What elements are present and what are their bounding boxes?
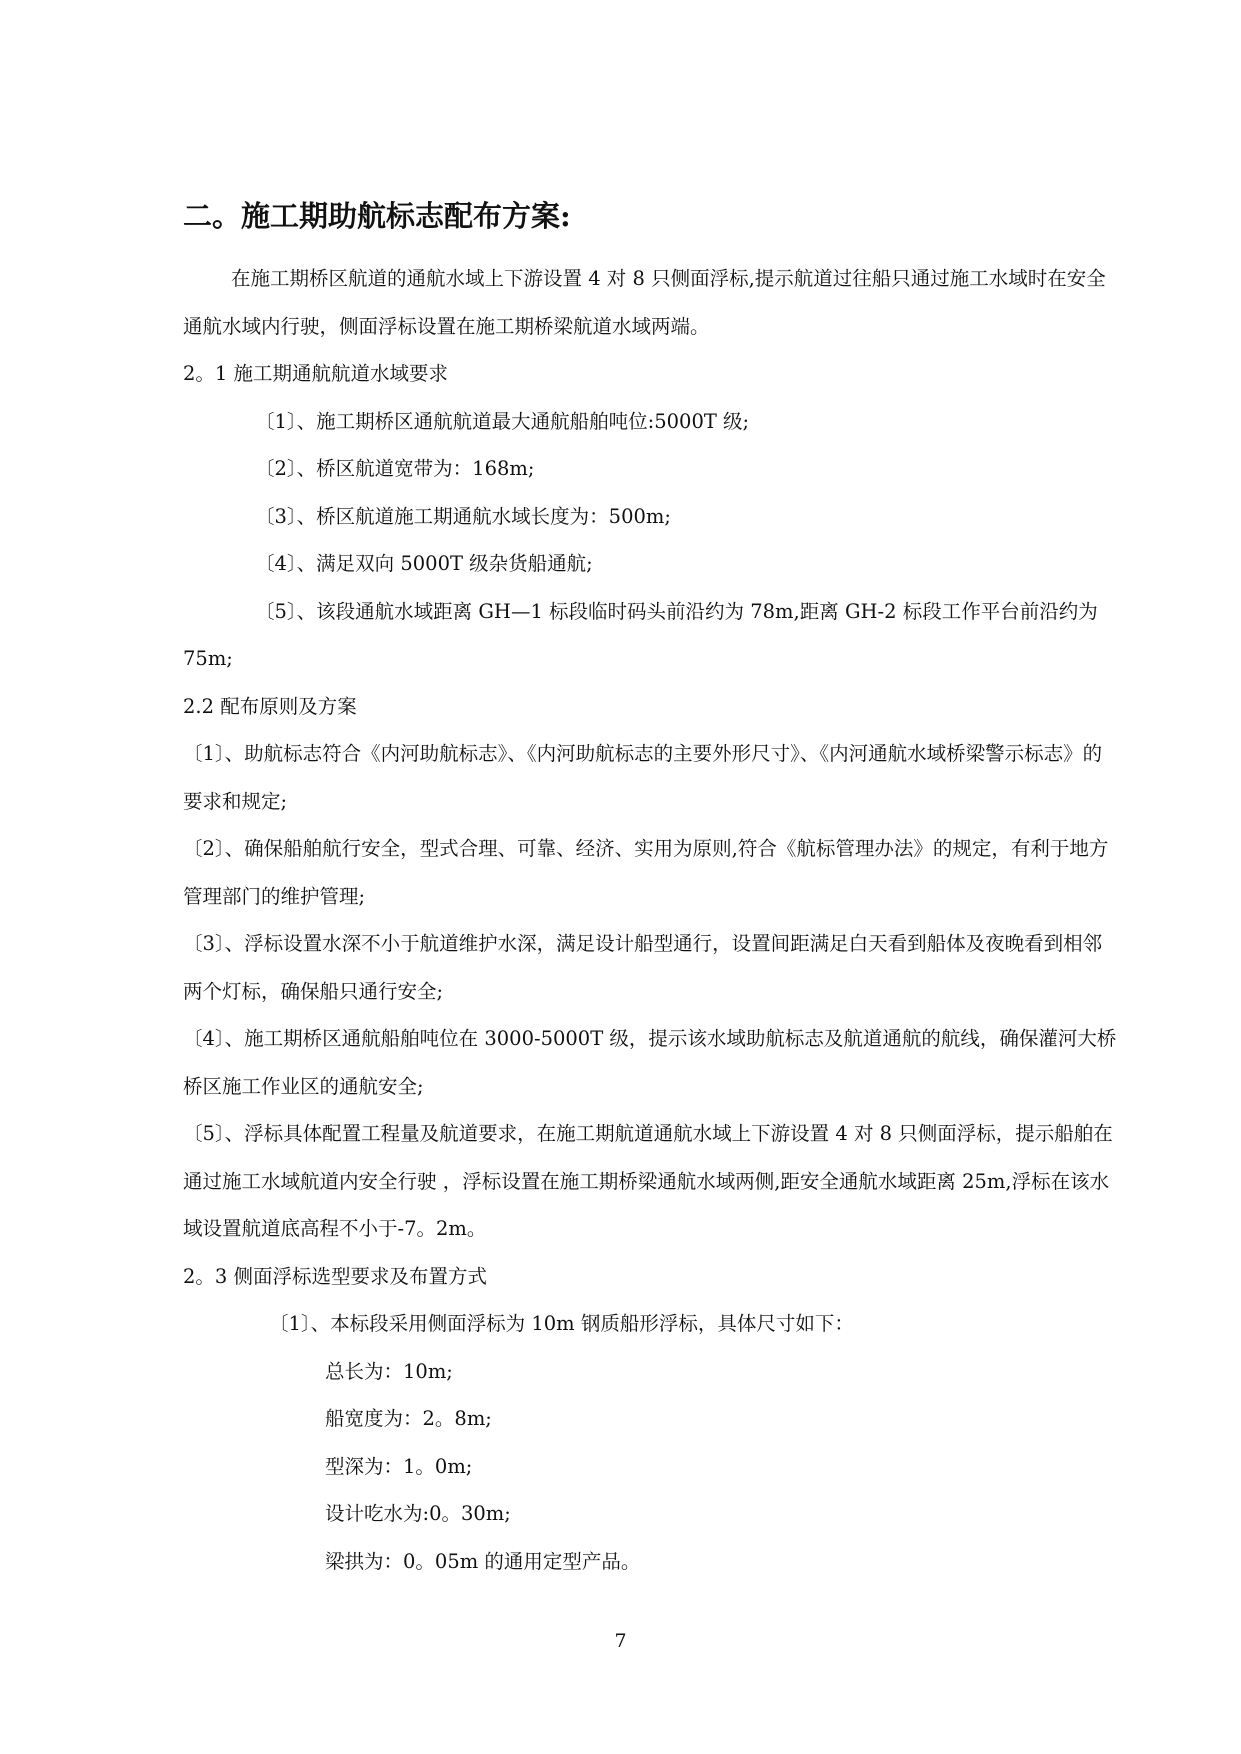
buoy-spec-value: 总长为：10m; [325, 1359, 453, 1383]
principle-item: 〔2〕、确保船舶航行安全，型式合理、可靠、经济、实用为原则,符合《航标管理办法》的规定，有利于地方管理部门的维护管理; [183, 837, 1109, 908]
principle-item: 〔5〕、浮标具体配置工程量及航道要求，在施工期航道通航水域上下游设置 4 对 8 只侧面浮标，提示船舶在通过施工水域航道内安全行驶 ，浮标设置在施工期桥梁通航水域两侧,距安全通航水域距离 25m,浮标在该水域设置航道底高程不小于-7。2m。 [183, 1122, 1113, 1240]
requirement-item: 〔1〕、施工期桥区通航航道最大通航船舶吨位:5000T 级; [255, 409, 750, 433]
buoy-spec-value: 型深为：1。0m; [325, 1454, 473, 1478]
document-body [183, 255, 1118, 1585]
section-2-2-title: 2.2 配布原则及方案 [183, 694, 357, 718]
requirement-item: 〔3〕、桥区航道施工期通航水域长度为：500m; [255, 504, 671, 528]
buoy-spec-value: 梁拱为：0。05m 的通用定型产品。 [325, 1549, 641, 1573]
requirement-item: 〔4〕、满足双向 5000T 级杂货船通航; [255, 552, 593, 575]
requirement-item: 〔2〕、桥区航道宽带为：168m; [255, 457, 535, 480]
intro-paragraph: 在施工期桥区航道的通航水域上下游设置 4 对 8 只侧面浮标,提示航道过往船只通过施工水域时在安全通航水域内行驶，侧面浮标设置在施工期桥梁航道水域两端。 [183, 267, 1106, 338]
principle-item: 〔3〕、浮标设置水深不小于航道维护水深，满足设计船型通行，设置间距满足白天看到船体及夜晚看到相邻两个灯标，确保船只通行安全; [183, 932, 1103, 1003]
buoy-spec-intro: 〔1〕、本标段采用侧面浮标为 10m 钢质船形浮标，具体尺寸如下： [269, 1312, 854, 1335]
principle-item: 〔1〕、助航标志符合《内河助航标志》、《内河助航标志的主要外形尺寸》、《内河通航水域桥梁警示标志》的要求和规定; [183, 742, 1103, 813]
requirement-item: 〔5〕、该段通航水域距离 GH—1 标段临时码头前沿约为 78m,距离 GH-2 标段工作平台前沿约为 75m; [183, 599, 1098, 670]
section-2-1-title: 2。1 施工期通航航道水域要求 [183, 362, 449, 385]
page-number: 7 [614, 1630, 627, 1652]
principle-item: 〔4〕、施工期桥区通航船舶吨位在 3000-5000T 级，提示该水域助航标志及航道通航的航线，确保灌河大桥桥区施工作业区的通航安全; [183, 1027, 1117, 1098]
section-2-3-title: 2。3 侧面浮标选型要求及布置方式 [183, 1264, 488, 1288]
buoy-spec-value: 设计吃水为:0。30m; [325, 1502, 511, 1525]
buoy-spec-value: 船宽度为：2。8m; [325, 1407, 492, 1430]
section-heading: 二。施工期助航标志配布方案: [183, 199, 571, 233]
